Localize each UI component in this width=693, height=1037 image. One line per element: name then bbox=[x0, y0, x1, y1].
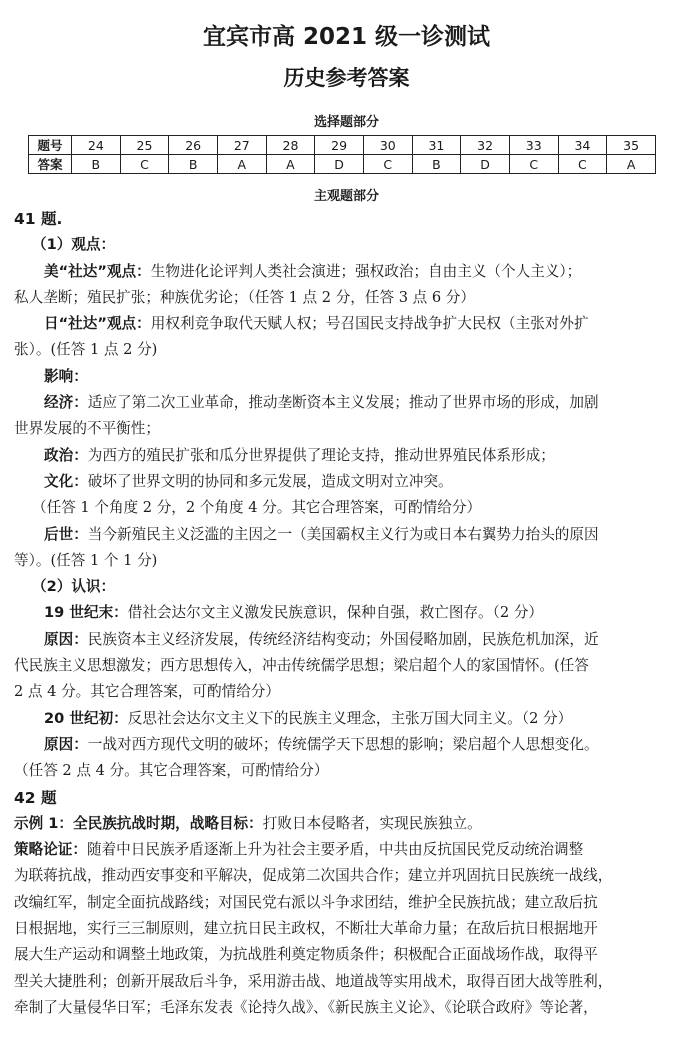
jp-viewpoint-line-2: 张）。(任答 1 点 2 分) bbox=[14, 341, 158, 359]
answer-cell: D bbox=[461, 155, 510, 174]
question-42-label: 42 题 bbox=[14, 788, 57, 807]
late-19th-century-line: 19 世纪末：借社会达尔文主义激发民族意识，保种自强，救亡图存。（2 分） bbox=[44, 604, 544, 622]
reason-1-line: 原因：民族资本主义经济发展，传统经济结构变动；外国侵略加剧，民族危机加深，近 bbox=[44, 630, 599, 648]
impact-label: 影响： bbox=[44, 367, 88, 385]
choice-section-heading: 选择题部分 bbox=[313, 115, 379, 130]
question-number-cell: 28 bbox=[266, 136, 315, 155]
question-number-cell: 29 bbox=[315, 136, 364, 155]
question-number-cell: 34 bbox=[558, 136, 607, 155]
culture-line: 文化：破坏了世界文明的协同和多元发展，造成文明对立冲突。 bbox=[44, 472, 453, 490]
us-viewpoint-line-2: 私人垄断；殖民扩张；种族优劣论；（任答 1 点 2 分，任答 3 点 6 分） bbox=[14, 288, 475, 306]
part-2-heading: （2）认识： bbox=[32, 578, 116, 596]
strategy-line: 策略论证：随着中日民族矛盾逐渐上升为社会主要矛盾，中共由反抗国民党反动统治调整 bbox=[14, 841, 584, 859]
answer-cell: C bbox=[120, 155, 169, 174]
part-1-heading: （1）观点： bbox=[32, 236, 116, 254]
table-row-label: 题号 bbox=[29, 136, 72, 155]
answer-cell: B bbox=[169, 155, 218, 174]
strategy-line-cont: 日根据地，实行三三制原则，建立抗日民主政权，不断壮大革命力量；在敌后抗日根据地开 bbox=[14, 920, 598, 938]
question-number-row bbox=[29, 136, 656, 155]
politics-line: 政治：为西方的殖民扩张和瓜分世界提供了理论支持，推动世界殖民体系形成； bbox=[44, 446, 555, 464]
page-subtitle: 历史参考答案 bbox=[283, 66, 410, 90]
question-number-cell: 26 bbox=[169, 136, 218, 155]
answer-cell: B bbox=[412, 155, 461, 174]
example-1-line: 示例 1：全民族抗战时期，战略目标：打败日本侵略者，实现民族独立。 bbox=[14, 814, 482, 832]
reason-1-line-2: 代民族主义思想激发；西方思想传入，冲击传统儒学思想；梁启超个人的家国情怀。(任答 bbox=[14, 657, 589, 675]
answer-cell: A bbox=[217, 155, 266, 174]
question-number-cell: 27 bbox=[217, 136, 266, 155]
us-viewpoint-line: 美“社达”观点：生物进化论评判人类社会演进；强权政治；自由主义（个人主义）； bbox=[44, 262, 582, 280]
question-number-cell: 31 bbox=[412, 136, 461, 155]
answer-row bbox=[29, 155, 656, 174]
strategy-line-cont: 展大生产运动和调整土地政策，为抗战胜利奠定物质条件；积极配合正面战场作战，取得平 bbox=[14, 946, 598, 964]
answer-body bbox=[14, 206, 669, 1021]
strategy-line-cont: 为联蒋抗战，推动西安事变和平解决，促成第二次国共合作；建立并巩固抗日民族统一战线， bbox=[14, 867, 613, 885]
jp-viewpoint-line: 日“社达”观点：用权利竞争取代天赋人权；号召国民支持战争扩大民权（主张对外扩 bbox=[44, 315, 589, 333]
question-number-cell: 25 bbox=[120, 136, 169, 155]
later-impact-line-2: 等）。(任答 1 个 1 分) bbox=[14, 551, 158, 569]
reason-1-line-3: 2 点 4 分。其它合理答案，可酌情给分） bbox=[14, 683, 280, 701]
page-title: 宜宾市高 2021 级一诊测试 bbox=[202, 24, 491, 50]
question-number-cell: 30 bbox=[363, 136, 412, 155]
question-41-label: 41 题. bbox=[14, 210, 63, 228]
later-impact-line: 后世：当今新殖民主义泛滥的主因之一（美国霸权主义行为或日本右翼势力抬头的原因 bbox=[44, 525, 599, 543]
question-number-cell: 33 bbox=[509, 136, 558, 155]
answer-cell: C bbox=[558, 155, 607, 174]
answer-cell: D bbox=[315, 155, 364, 174]
question-number-cell: 32 bbox=[461, 136, 510, 155]
answer-table bbox=[28, 135, 656, 174]
subjective-section-heading: 主观题部分 bbox=[313, 189, 379, 204]
answer-cell: C bbox=[509, 155, 558, 174]
question-number-cell: 35 bbox=[607, 136, 656, 155]
strategy-line-cont: 牵制了大量侵华日军；毛泽东发表《论持久战》、《新民族主义论》、《论联合政府》等论著， bbox=[14, 998, 598, 1016]
reason-2-line-2: （任答 2 点 4 分。其它合理答案，可酌情给分） bbox=[14, 762, 329, 780]
economy-line: 经济：适应了第二次工业革命，推动垄断资本主义发展；推动了世界市场的形成，加剧 bbox=[44, 394, 599, 412]
answer-cell: A bbox=[607, 155, 656, 174]
answer-cell: A bbox=[266, 155, 315, 174]
reason-2-line: 原因：一战对西方现代文明的破坏；传统儒学天下思想的影响；梁启超个人思想变化。 bbox=[44, 735, 599, 753]
strategy-line-cont: 改编红军，制定全面抗战路线；对国民党右派以斗争求团结，维护全民族抗战；建立敌后抗 bbox=[14, 893, 598, 911]
answer-cell: B bbox=[72, 155, 121, 174]
answer-cell: C bbox=[363, 155, 412, 174]
scoring-note-1: （任答 1 个角度 2 分，2 个角度 4 分。其它合理答案，可酌情给分） bbox=[32, 499, 482, 517]
economy-line-2: 世界发展的不平衡性； bbox=[14, 420, 160, 438]
strategy-line-cont: 型关大捷胜利；创新开展敌后斗争，采用游击战、地道战等实用战术，取得百团大战等胜利， bbox=[14, 972, 613, 990]
table-row-label: 答案 bbox=[29, 155, 72, 174]
question-number-cell: 24 bbox=[72, 136, 121, 155]
early-20th-century-line: 20 世纪初：反思社会达尔文主义下的民族主义理念，主张万国大同主义。（2 分） bbox=[44, 709, 573, 727]
